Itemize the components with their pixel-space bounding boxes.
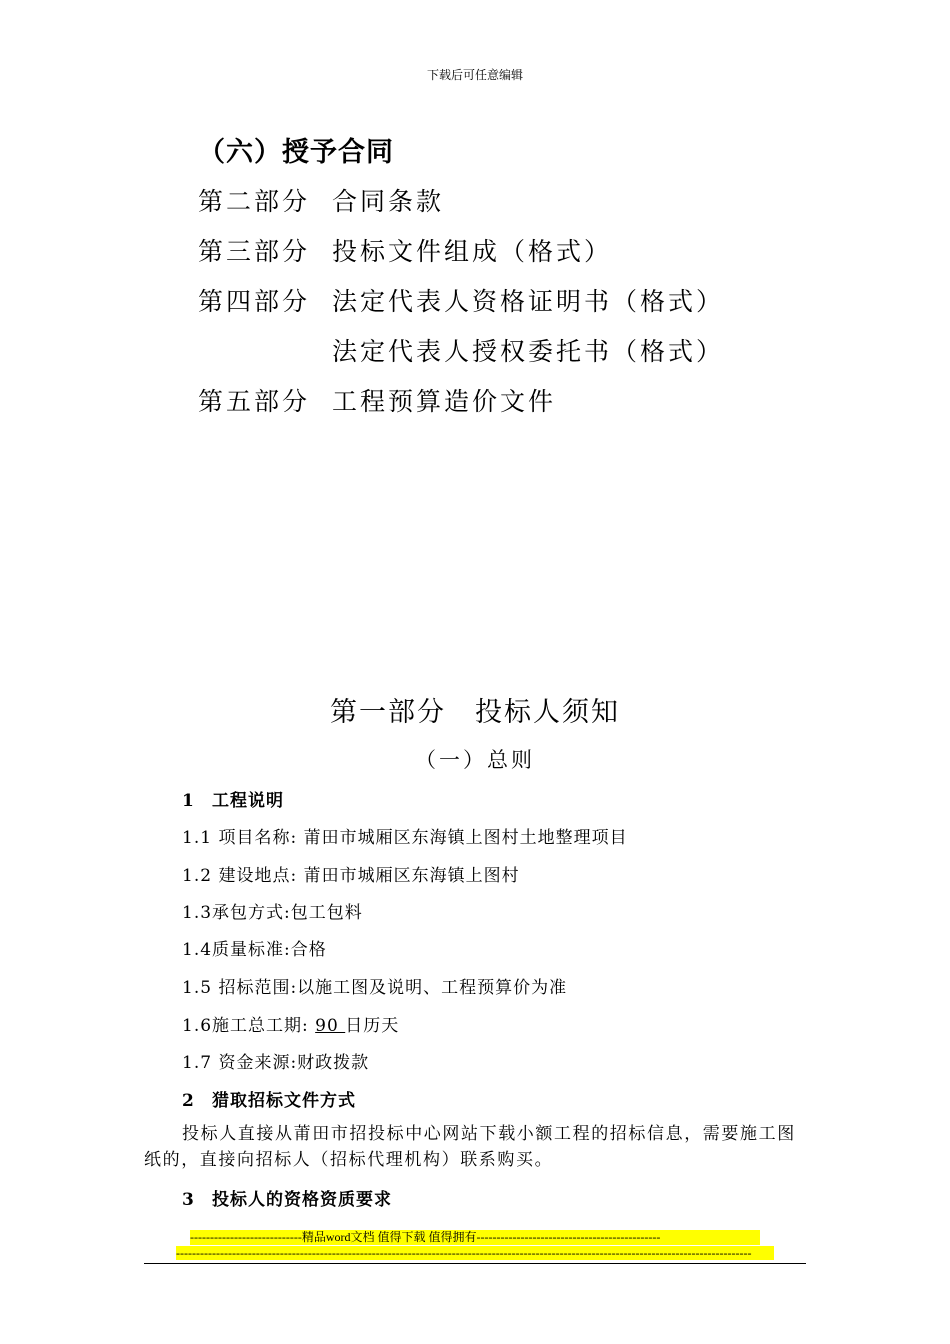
toc-row-part-four-continued [332, 332, 724, 368]
item-bid-scope [182, 973, 567, 998]
toc-text: 投标文件组成（格式） [332, 237, 613, 266]
section-2-paragraph: 投标人直接从莆田市招投标中心网站下载小额工程的招标信息，需要施工图纸的，直接向招标人（招标代理机构）联系购买。 [144, 1124, 796, 1170]
section-title: 投标人的资格资质要求 [212, 1190, 392, 1210]
toc-text: 法定代表人资格证明书（格式） [332, 287, 725, 316]
footer-highlight-line-2: ------------------------------------------------------------------------------------------------------------------------------------------------ [176, 1246, 774, 1260]
section-1-heading [182, 786, 284, 811]
header-note: 下载后可任意编辑 [426, 68, 523, 82]
toc-text: 工程预算造价文件 [332, 387, 557, 416]
item-funding-source [182, 1048, 369, 1073]
toc-row-part-two [198, 182, 444, 218]
section-3-heading [182, 1185, 392, 1210]
item-prefix: 1.4质量标准: [182, 940, 291, 960]
item-location [182, 861, 520, 886]
toc-row-part-five [198, 382, 556, 418]
footer-divider [144, 1263, 806, 1264]
section-heading-six: （六）授予合同 [198, 137, 394, 168]
period-days: 90 [315, 1016, 346, 1036]
period-suffix: 日历天 [345, 1016, 400, 1036]
item-prefix: 1.2 建设地点: [182, 866, 304, 886]
item-project-name [182, 823, 628, 848]
footer-highlight-line-1: ----------------------------精品word文档 值得下载 值得拥有---------------------------------------------- [190, 1230, 760, 1245]
item-value: 合格 [290, 940, 327, 960]
section-number: 1 [182, 791, 195, 811]
toc-label: 第三部分 [198, 237, 311, 266]
item-prefix: 1.5 招标范围: [182, 978, 298, 998]
toc-label: 第四部分 [198, 287, 311, 316]
item-prefix: 1.1 项目名称: [182, 828, 304, 848]
toc-label: 第二部分 [198, 187, 311, 216]
item-value: 莆田市城厢区东海镇上图村 [303, 866, 520, 886]
item-value: 包工包料 [290, 903, 363, 923]
item-construction-period [182, 1011, 399, 1036]
toc-text: 法定代表人授权委托书（格式） [332, 337, 725, 366]
toc-row-part-three [198, 232, 612, 268]
toc-label: 第五部分 [198, 387, 311, 416]
part-one-title: 第一部分 投标人须知 [330, 697, 620, 728]
section-title: 工程说明 [212, 791, 284, 811]
section-number: 2 [182, 1091, 195, 1111]
item-value: 以施工图及说明、工程预算价为准 [297, 978, 568, 998]
item-quality-standard [182, 935, 327, 960]
item-prefix: 1.7 资金来源: [182, 1053, 298, 1073]
toc-text: 合同条款 [332, 187, 445, 216]
toc-row-part-four [198, 282, 724, 318]
section-title: 猎取招标文件方式 [212, 1091, 356, 1111]
item-prefix: 1.3承包方式: [182, 903, 291, 923]
item-contract-method [182, 898, 363, 923]
section-2-heading [182, 1086, 356, 1111]
item-value: 财政拨款 [297, 1053, 370, 1073]
general-title: （一）总则 [415, 748, 535, 772]
item-value: 莆田市城厢区东海镇上图村土地整理项目 [303, 828, 628, 848]
section-number: 3 [182, 1190, 195, 1210]
item-prefix: 1.6施工总工期: [182, 1016, 316, 1036]
